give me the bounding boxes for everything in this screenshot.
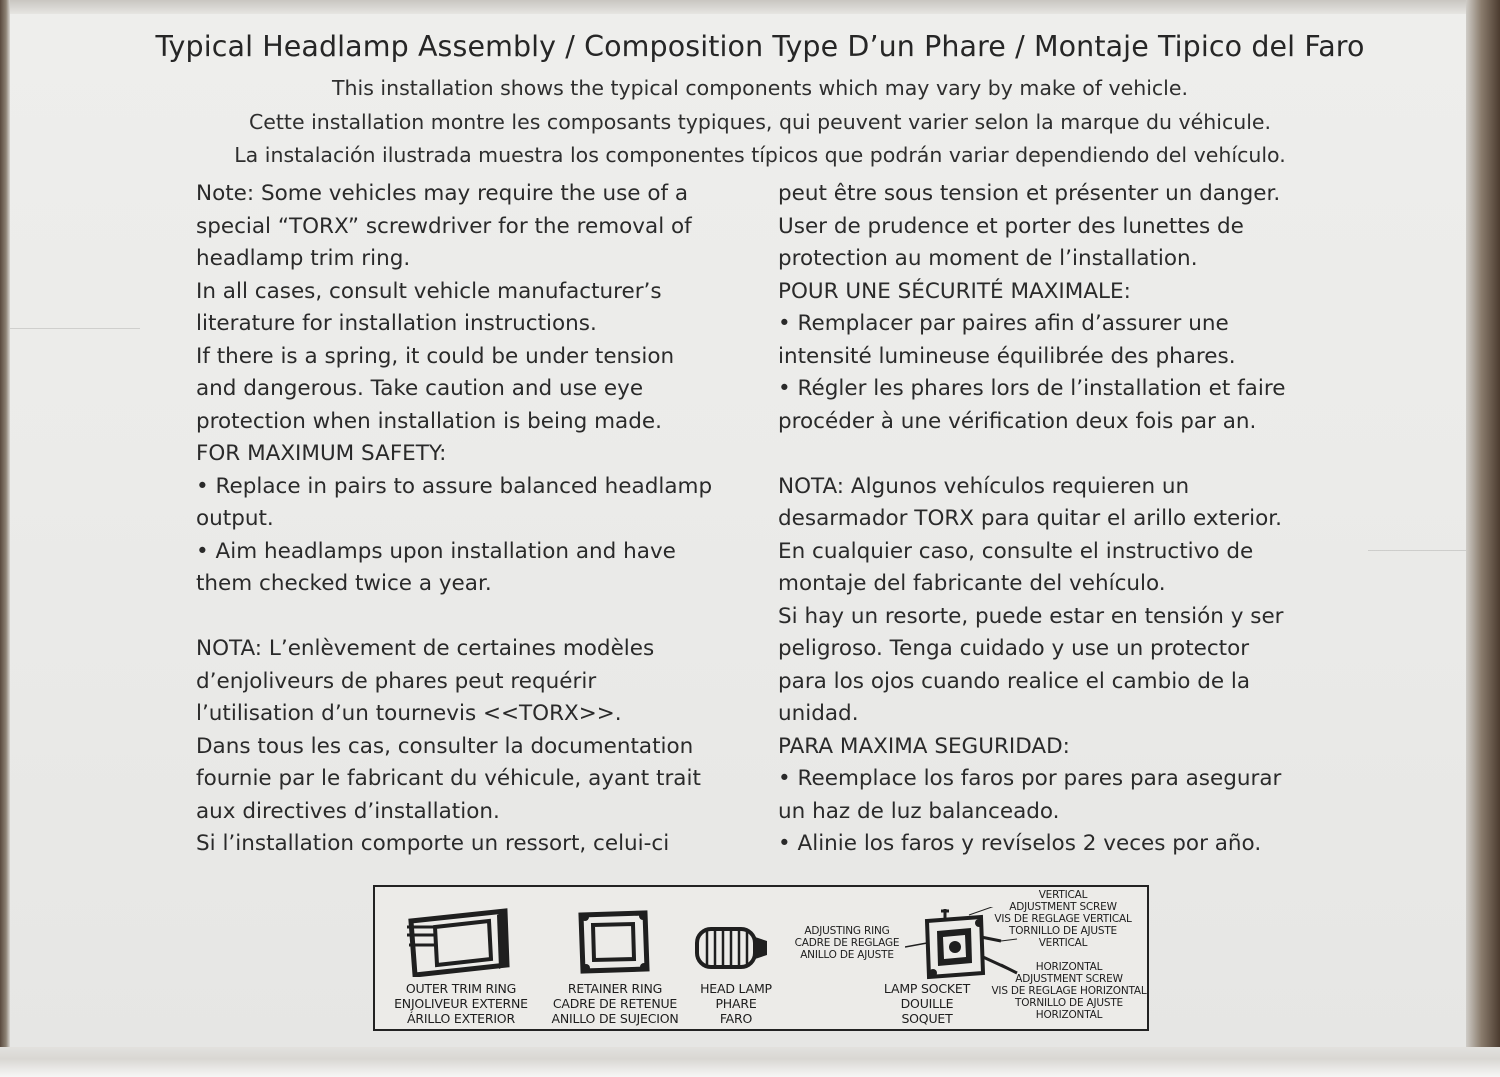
right-line: PARA MAXIMA SEGURIDAD: [778,733,1070,759]
paragraph-gap [778,438,1338,471]
left-line: NOTA: L’enlèvement de certaines modèles [196,636,655,661]
left-line: l’utilisation d’un tournevis <<TORX>>. [196,701,622,726]
head-lamp-drawing [693,923,775,973]
right-line: intensité lumineuse équilibrée des phares. [778,343,1236,369]
adjusting-ring-label: ADJUSTING RING CADRE DE REGLAGE ANILLO DE AJUSTE [794,925,900,961]
right-line: • Reemplace los faros por pares para asegurar [778,766,1282,791]
left-line: In all cases, consult vehicle manufacturer’s [196,278,662,304]
outer-trim-ring-label: OUTER TRIM RING ENJOLIVEUR EXTERNE ÁRILLO EXTERIOR [394,981,528,1026]
outer-trim-ring-drawing [405,905,515,977]
right-line: NOTA: Algunos vehículos requieren un [778,473,1190,499]
right-line: unidad. [778,701,859,726]
left-line: FOR MAXIMUM SAFETY: [196,441,447,466]
subtitle-english: This installation shows the typical components which may vary by make of vehicle. [332,76,1188,100]
retainer-ring-label: RETAINER RING CADRE DE RETENUE ANILLO DE SUJECION [551,981,679,1026]
left-line: • Replace in pairs to assure balanced headlamp [196,473,713,499]
horizontal-adjustment-screw-label: HORIZONTAL ADJUSTMENT SCREW VIS DE REGLAGE HORIZONTAL TORNILLO DE AJUSTE HORIZONTAL [991,961,1147,1021]
subtitle-spanish: La instalación ilustrada muestra los componentes típicos que podrán variar dependiendo del vehículo. [234,143,1286,167]
right-line: procéder à une vérification deux fois par an. [778,408,1257,434]
right-line: POUR UNE SÉCURITÉ MAXIMALE: [778,278,1131,304]
head-lamp-label: HEAD LAMP PHARE FARO [700,981,772,1026]
left-line: aux directives d’installation. [196,798,500,824]
right-line: protection au moment de l’installation. [778,246,1198,271]
paragraph-gap [196,601,766,634]
right-line: para los ojos cuando realice el cambio de la [778,668,1251,694]
left-line: Note: Some vehicles may require the use of a [196,181,689,206]
box-crease-left [10,328,140,329]
headlamp-assembly-diagram [373,885,1149,1031]
box-top-edge [0,0,1500,14]
left-line: headlamp trim ring. [196,246,411,271]
right-line: • Remplacer par paires afin d’assurer une [778,311,1229,336]
right-line: un haz de luz balanceado. [778,798,1060,824]
left-line: and dangerous. Take caution and use eye [196,376,644,401]
left-line: them checked twice a year. [196,571,492,596]
left-line: fournie par le fabricant du véhicule, ayant trait [196,766,701,791]
left-line: Dans tous les cas, consulter la documentation [196,733,694,759]
box-left-edge [0,0,10,1077]
vertical-adjustment-screw-label: VERTICAL ADJUSTMENT SCREW VIS DE REGLAGE VERTICAL TORNILLO DE AJUSTE VERTICAL [994,889,1132,949]
left-line: d’enjoliveurs de phares peut requérir [196,668,597,694]
left-text-column [196,178,766,861]
subtitle-french: Cette installation montre les composants typiques, qui peuvent varier selon la marque du véhicule. [248,110,1272,134]
right-line: desarmador TORX para quitar el arillo exterior. [778,506,1282,531]
lamp-socket-label: LAMP SOCKET DOUILLE SOQUET [883,981,971,1026]
left-line: literature for installation instructions. [196,311,597,336]
right-line: peut être sous tension et présenter un danger. [778,181,1281,206]
left-line: Si l’installation comporte un ressort, celui-ci [196,831,670,856]
left-line: special “TORX” screwdriver for the removal of [196,213,692,239]
right-line: User de prudence et porter des lunettes de [778,213,1244,239]
left-line: If there is a spring, it could be under tension [196,343,675,369]
box-right-edge [1466,0,1500,1077]
left-line: • Aim headlamps upon installation and have [196,538,676,564]
left-line: output. [196,506,274,531]
right-line: • Alinie los faros y revíselos 2 veces por año. [778,831,1262,856]
right-line: montaje del fabricante del vehículo. [778,571,1166,596]
right-line: Si hay un resorte, puede estar en tensión y ser [778,603,1284,629]
right-line: En cualquier caso, consulte el instructivo de [778,538,1254,564]
right-text-column [778,178,1338,861]
right-line: • Régler les phares lors de l’installation et faire [778,376,1286,401]
box-bottom-edge [0,1047,1500,1077]
right-line: peligroso. Tenga cuidado y use un protector [778,636,1250,661]
box-crease-right [1368,550,1466,551]
page-title: Typical Headlamp Assembly / Composition Type D’un Phare / Montaje Tipico del Faro [155,30,1365,63]
left-line: protection when installation is being made. [196,408,662,434]
retainer-ring-drawing [575,907,655,979]
